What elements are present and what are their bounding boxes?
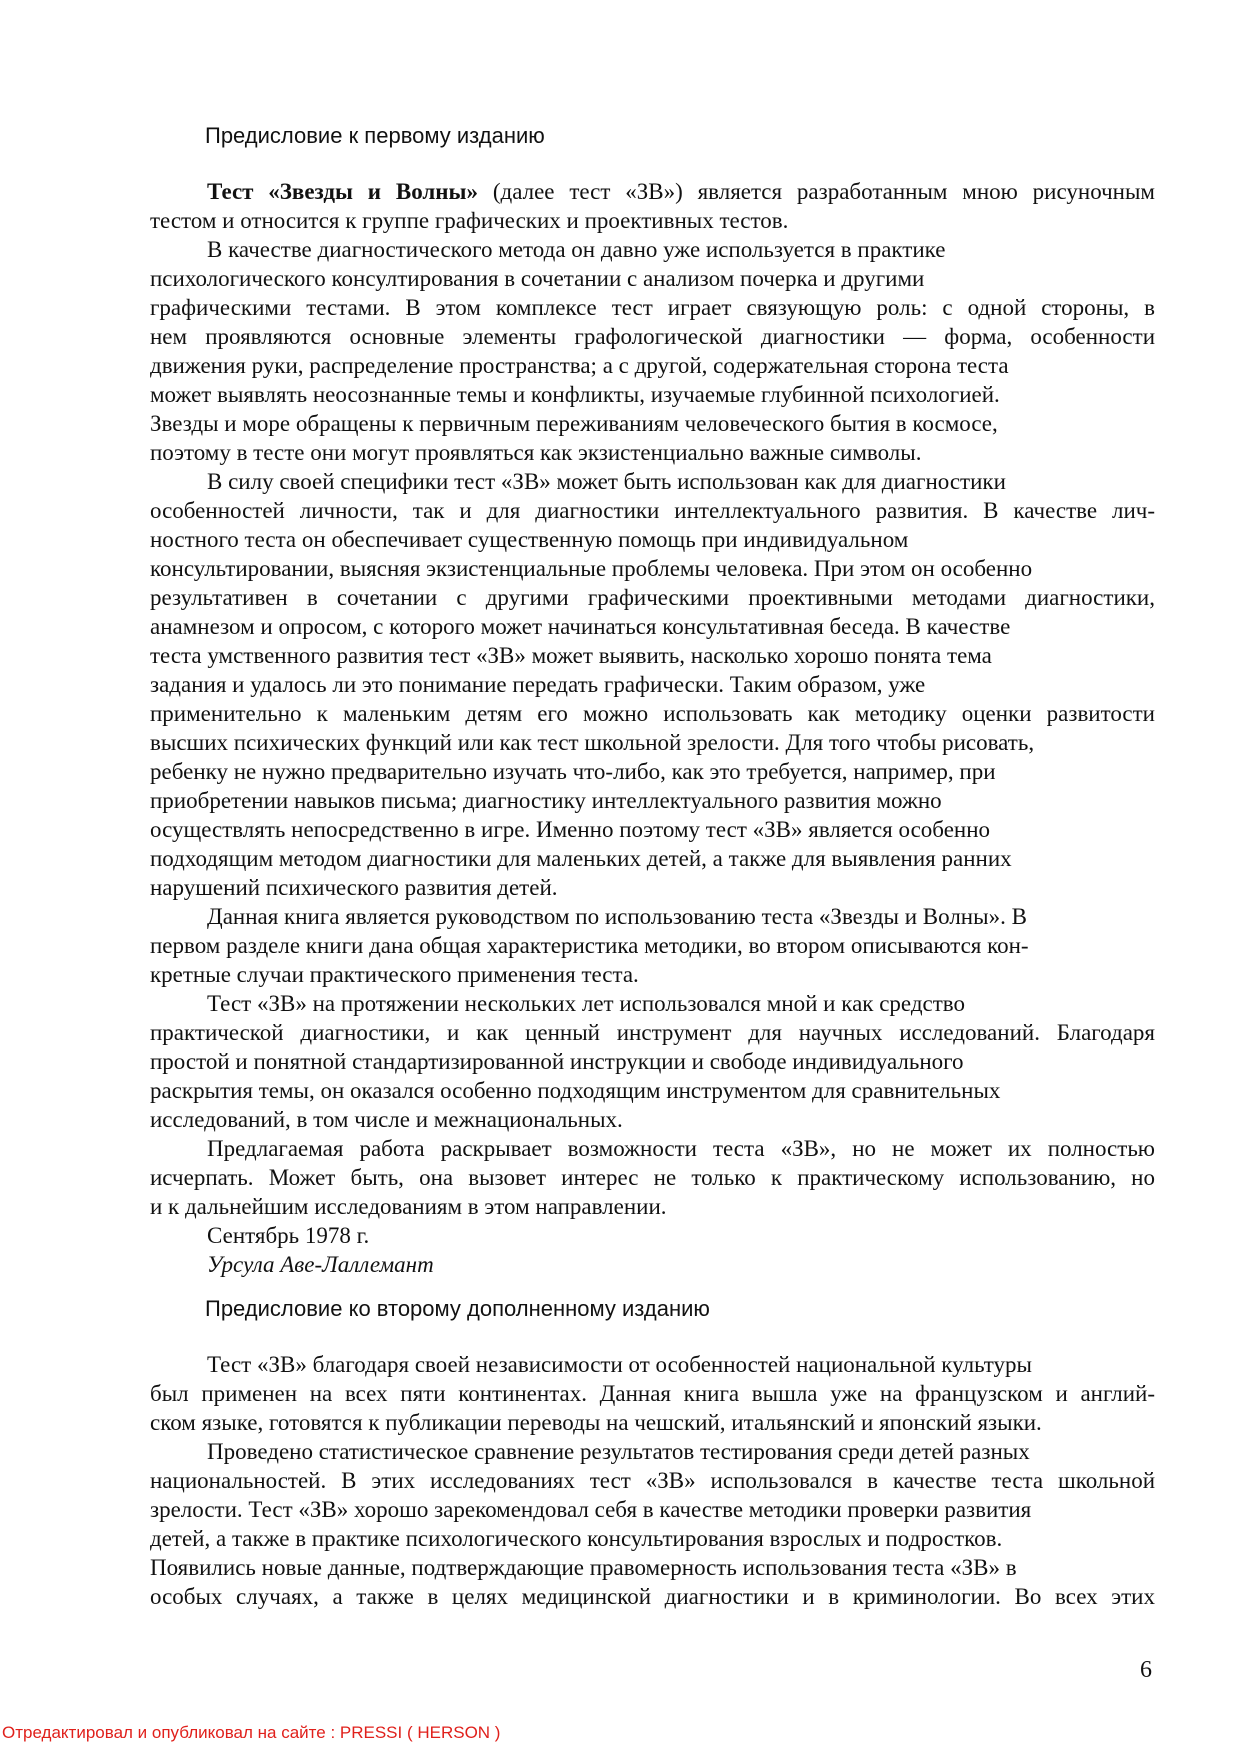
text-line: задания и удалось ли это понимание передать графически. Таким образом, уже	[150, 672, 926, 697]
heading-first-edition: Предисловие к первому изданию	[205, 123, 545, 148]
text-line: тестом и относится к группе графических и проективных тестов.	[150, 208, 789, 233]
text-line: исследований, в том числе и межнациональных.	[150, 1107, 623, 1132]
author-signature: Урсула Аве-Лаллемант	[207, 1252, 434, 1277]
text-line: раскрытия темы, он оказался особенно подходящим инструментом для сравнительных	[150, 1078, 1001, 1103]
text-line: и к дальнейшим исследованиям в этом направлении.	[150, 1194, 667, 1219]
text-line: подходящим методом диагностики для маленьких детей, а также для выявления ранних	[150, 846, 1012, 871]
text-line: применительно к маленьким детям его можно использовать как методику оценки развитости	[150, 701, 1155, 726]
text-line: ском языке, готовятся к публикации переводы на чешский, итальянский и японский языки.	[150, 1410, 1042, 1435]
text-line: графическими тестами. В этом комплексе тест играет связующую роль: с одной стороны, в	[150, 295, 1155, 320]
text-line: практической диагностики, и как ценный инструмент для научных исследований. Благодаря	[150, 1020, 1155, 1045]
text-line: консультировании, выясняя экзистенциальные проблемы человека. При этом он особенно	[150, 556, 1033, 581]
date-line: Сентябрь 1978 г.	[207, 1223, 370, 1248]
text-line: Тест «ЗВ» на протяжении нескольких лет использовался мной и как средство	[207, 991, 965, 1016]
text-line: зрелости. Тест «ЗВ» хорошо зарекомендовал себя в качестве методики проверки развития	[150, 1497, 1032, 1522]
text-line: движения руки, распределение пространства; а с другой, содержательная сторона теста	[150, 353, 1009, 378]
text-line: был применен на всех пяти континентах. Данная книга вышла уже на французском и англий-	[150, 1381, 1155, 1406]
text-line: поэтому в тесте они могут проявляться как экзистенциально важные символы.	[150, 440, 922, 465]
footer-credit: Отредактировал и опубликовал на сайте : PRESSI ( HERSON )	[2, 1723, 501, 1742]
text-line: Проведено статистическое сравнение результатов тестирования среди детей разных	[207, 1439, 1030, 1464]
page-number: 6	[1140, 1657, 1152, 1683]
text-line: кретные случаи практического применения теста.	[150, 962, 639, 987]
text-line: ребенку не нужно предварительно изучать что-либо, как это требуется, например, при	[150, 759, 996, 784]
text-line: теста умственного развития тест «ЗВ» может выявить, насколько хорошо понята тема	[150, 643, 992, 668]
text-line: результативен в сочетании с другими графическими проективными методами диагностики,	[150, 585, 1155, 610]
text-line: В силу своей специфики тест «ЗВ» может быть использован как для диагностики	[207, 469, 1006, 494]
text-line: Тест «ЗВ» благодаря своей независимости от особенностей национальной культуры	[207, 1352, 1032, 1377]
text-line: ностного теста он обеспечивает существенную помощь при индивидуальном	[150, 527, 909, 552]
text-line: национальностей. В этих исследованиях тест «ЗВ» использовался в качестве теста школьной	[150, 1468, 1155, 1493]
text-line: Появились новые данные, подтверждающие правомерность использования теста «ЗВ» в	[150, 1555, 1017, 1580]
text-line: анамнезом и опросом, с которого может начинаться консультативная беседа. В качестве	[150, 614, 1011, 639]
text-line: Данная книга является руководством по использованию теста «Звезды и Волны». В	[207, 904, 1027, 929]
text-line: особых случаях, а также в целях медицинской диагностики и в криминологии. Во всех этих	[150, 1584, 1155, 1609]
text-line: нем проявляются основные элементы графологической диагностики — форма, особенности	[150, 324, 1155, 349]
text-line: высших психических функций или как тест школьной зрелости. Для того чтобы рисовать,	[150, 730, 1035, 755]
test-name-bold: Тест «Звезды и Волны»	[207, 179, 479, 204]
text-line: первом разделе книги дана общая характеристика методики, во втором описываются кон-	[150, 933, 1029, 958]
text-line: исчерпать. Может быть, она вызовет интерес не только к практическому использованию, но	[150, 1165, 1155, 1190]
text-line: может выявлять неосознанные темы и конфликты, изучаемые глубинной психологией.	[150, 382, 1000, 407]
text-line: В качестве диагностического метода он давно уже используется в практике	[207, 237, 946, 262]
text-line: детей, а также в практике психологического консультирования взрослых и подростков.	[150, 1526, 1003, 1551]
text-line: приобретении навыков письма; диагностику интеллектуального развития можно	[150, 788, 942, 813]
text-line: психологического консултирования в сочетании с анализом почерка и другими	[150, 266, 925, 291]
text-line: Тест «Звезды и Волны» (далее тест «ЗВ») является разработанным мною рисуночным	[207, 179, 1155, 204]
text-line: нарушений психического развития детей.	[150, 875, 558, 900]
text-line: простой и понятной стандартизированной инструкции и свободе индивидуального	[150, 1049, 964, 1074]
heading-second-edition: Предисловие ко второму дополненному изданию	[205, 1296, 710, 1321]
first-edition-text	[150, 177, 1155, 1279]
text-line: осуществлять непосредственно в игре. Именно поэтому тест «ЗВ» является особенно	[150, 817, 991, 842]
second-edition-text	[150, 1350, 1155, 1611]
text-line: Предлагаемая работа раскрывает возможности теста «ЗВ», но не может их полностью	[207, 1136, 1155, 1161]
text-line: особенностей личности, так и для диагностики интеллектуального развития. В качестве лич-	[150, 498, 1155, 523]
text-line: Звезды и море обращены к первичным переживаниям человеческого бытия в космосе,	[150, 411, 998, 436]
